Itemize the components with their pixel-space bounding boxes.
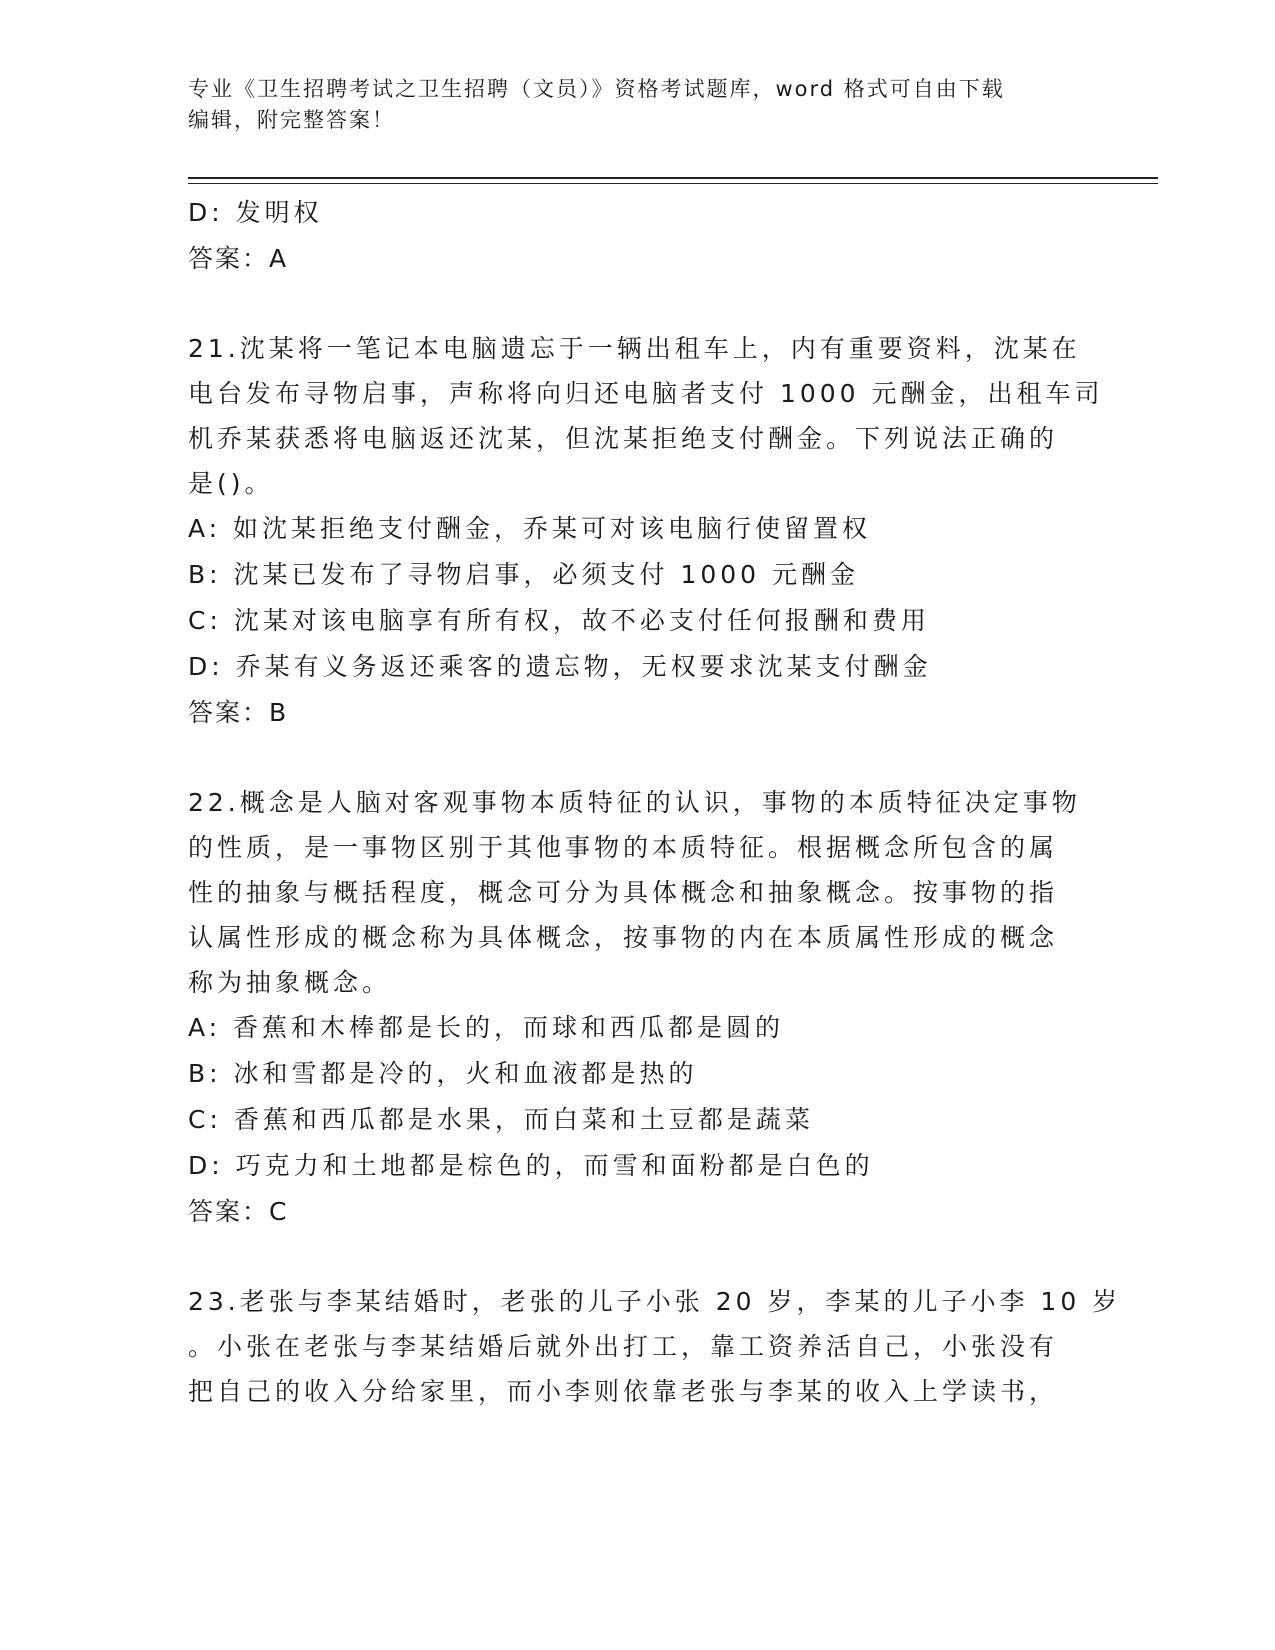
question-stem-line: 。小张在老张与李某结婚后就外出打工，靠工资养活自己，小张没有 <box>188 1332 1059 1361</box>
answer-line: 答案：C <box>188 1197 289 1226</box>
spacer <box>188 1235 1088 1279</box>
question-stem-line: 性的抽象与概括程度，概念可分为具体概念和抽象概念。按事物的指 <box>188 878 1059 907</box>
question-content <box>188 190 1122 1414</box>
question-stem-line: 的性质，是一事物区别于其他事物的本质特征。根据概念所包含的属 <box>188 833 1059 862</box>
question-stem-line: 23.老张与李某结婚时，老张的儿子小张 20 岁，李某的儿子小李 10 岁 <box>188 1287 1122 1316</box>
option-c: C: 沈某对该电脑享有所有权，故不必支付任何报酬和费用 <box>188 606 930 635</box>
question-21 <box>188 326 1104 736</box>
answer-line: 答案：A <box>188 244 289 273</box>
option-a: A: 如沈某拒绝支付酬金，乔某可对该电脑行使留置权 <box>188 514 872 543</box>
question-stem-line: 22.概念是人脑对客观事物本质特征的认识，事物的本质特征决定事物 <box>188 788 1081 817</box>
option-d: D: 发明权 <box>188 198 323 227</box>
previous-question-tail <box>188 190 1088 282</box>
option-a: A: 香蕉和木棒都是长的，而球和西瓜都是圆的 <box>188 1013 785 1042</box>
question-22 <box>188 780 1088 1235</box>
question-stem-line: 认属性形成的概念称为具体概念，按事物的内在本质属性形成的概念 <box>188 923 1059 952</box>
page-header <box>188 74 1088 136</box>
option-c: C: 香蕉和西瓜都是水果，而白菜和土豆都是蔬菜 <box>188 1105 814 1134</box>
spacer <box>188 282 1088 326</box>
spacer <box>188 736 1088 780</box>
option-d: D: 巧克力和土地都是棕色的，而雪和面粉都是白色的 <box>188 1151 874 1180</box>
header-line-1: 专业《卫生招聘考试之卫生招聘（文员）》资格考试题库，word 格式可自由下载 <box>188 77 1005 101</box>
header-divider-thick <box>188 177 1158 179</box>
option-b: B: 沈某已发布了寻物启事，必须支付 1000 元酬金 <box>188 560 860 589</box>
option-d: D: 乔某有义务返还乘客的遗忘物，无权要求沈某支付酬金 <box>188 652 932 681</box>
question-stem-line: 机乔某获悉将电脑返还沈某，但沈某拒绝支付酬金。下列说法正确的 <box>188 424 1059 453</box>
option-b: B: 冰和雪都是冷的，火和血液都是热的 <box>188 1059 698 1088</box>
question-stem-line: 是()。 <box>188 469 274 498</box>
answer-line: 答案：B <box>188 698 289 727</box>
question-stem-line: 把自己的收入分给家里，而小李则依靠老张与李某的收入上学读书， <box>188 1377 1059 1406</box>
question-stem-line: 21.沈某将一笔记本电脑遗忘于一辆出租车上，内有重要资料，沈某在 <box>188 334 1081 363</box>
question-stem-line: 电台发布寻物启事，声称将向归还电脑者支付 1000 元酬金，出租车司 <box>188 379 1104 408</box>
header-divider-thin <box>188 183 1158 184</box>
header-line-2: 编辑，附完整答案！ <box>188 108 395 132</box>
question-stem-line: 称为抽象概念。 <box>188 968 392 997</box>
question-23 <box>188 1279 1122 1414</box>
